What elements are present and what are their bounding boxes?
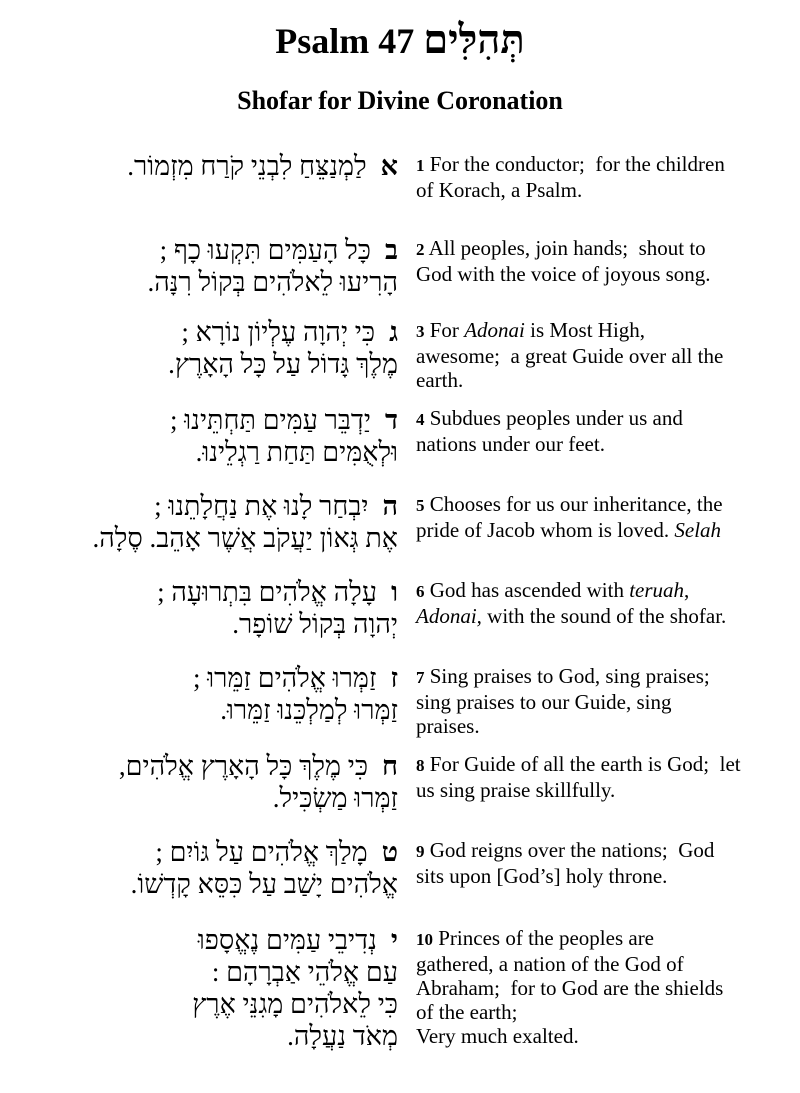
verse-list [0, 150, 800, 1064]
hebrew-line [10, 662, 398, 694]
hebrew-verse [10, 750, 398, 814]
hebrew-verse [10, 836, 398, 900]
hebrew-line-text: הָרִיעוּ לֵאלֹהִים בְּקוֹל רִנָּה. [147, 267, 398, 297]
verse-number: 10 [416, 930, 433, 949]
hebrew-line [10, 266, 398, 298]
hebrew-verse-letter: ז [390, 663, 398, 693]
hebrew-line [10, 234, 398, 266]
title-hebrew: תְּהִלִּים [423, 17, 525, 62]
hebrew-line [10, 576, 398, 608]
verse-number: 3 [416, 322, 425, 341]
english-verse-text: For the conductor; for the children of Korach, a Psalm. [416, 152, 725, 202]
hebrew-verse-letter: ד [385, 405, 398, 435]
hebrew-verse [10, 404, 398, 468]
verse-number: 2 [416, 240, 425, 259]
verse-number: 9 [416, 842, 425, 861]
hebrew-line-text: יַדְבֵּר עַמִּים תַּחְתֵּינוּ ; [170, 405, 371, 435]
hebrew-line [10, 490, 398, 522]
hebrew-verse [10, 490, 398, 554]
english-verse [416, 492, 792, 542]
hebrew-line [10, 924, 398, 956]
hebrew-line [10, 316, 398, 348]
english-verse-text: God has ascended with teruah, Adonai, with the sound of the shofar. [416, 578, 727, 628]
verse-number: 8 [416, 756, 425, 775]
hebrew-verse-letter: י [390, 925, 398, 955]
hebrew-line [10, 1020, 398, 1052]
hebrew-line-text: כִּי מֶלֶךְ כָּל הָאָרֶץ אֱלֹהִים, [118, 751, 369, 781]
verse-number: 6 [416, 582, 425, 601]
hebrew-verse-letter: ח [382, 751, 398, 781]
english-verse [416, 752, 792, 802]
hebrew-line-text: זַמְּרוּ לְמַלְכֵּנוּ זַמֵּרוּ. [220, 695, 398, 725]
hebrew-line-text: מֶלֶךְ גָּדוֹל עַל כָּל הָאָרֶץ. [168, 349, 398, 379]
english-verse [416, 318, 792, 392]
english-verse [416, 406, 792, 456]
english-verse [416, 664, 792, 738]
hebrew-line-text: עָלָה אֱלֹהִים בִּתְרוּעָה ; [157, 577, 378, 607]
english-verse [416, 926, 792, 1048]
hebrew-line-text: כִּי יְהוָה עֶלְיוֹן נוֹרָא ; [181, 317, 376, 347]
hebrew-line [10, 404, 398, 436]
hebrew-line [10, 348, 398, 380]
hebrew-line-text: וּלְאֻמִּים תַּחַת רַגְלֵינוּ. [195, 437, 398, 467]
hebrew-verse-letter: ט [381, 837, 398, 867]
hebrew-verse [10, 234, 398, 298]
english-verse-text: For Guide of all the earth is God; let us sing praise skillfully. [416, 752, 741, 802]
verse-row [0, 924, 800, 1064]
verse-row [0, 150, 800, 234]
english-verse [416, 236, 792, 286]
hebrew-line-text: יִבְחַר לָנוּ אֶת נַחֲלָתֵנוּ ; [154, 491, 369, 521]
verse-row [0, 836, 800, 924]
english-verse-text: All peoples, join hands; shout to God with the voice of joyous song. [416, 236, 711, 286]
hebrew-verse [10, 316, 398, 380]
english-verse-text: Sing praises to God, sing praises; sing praises to our Guide, sing praises. [416, 664, 710, 738]
verse-number: 5 [416, 496, 425, 515]
page-title [0, 14, 800, 67]
english-verse-text: For Adonai is Most High, awesome; a great Guide over all the earth. [416, 318, 724, 392]
english-verse [416, 152, 792, 202]
hebrew-line-text: מָלַךְ אֱלֹהִים עַל גּוֹיִם ; [155, 837, 368, 867]
hebrew-line-text: אֱלֹהִים יָשַׁב עַל כִּסֵּא קָדְשׁוֹ. [130, 869, 398, 899]
verse-number: 1 [416, 156, 425, 175]
english-verse-text: Princes of the peoples are gathered, a nation of the God of Abraham; for to God are the shields of the earth; Very much exalted. [416, 926, 724, 1048]
hebrew-line [10, 150, 398, 182]
english-verse-text: Subdues peoples under us and nations under our feet. [416, 406, 683, 456]
verse-number: 7 [416, 668, 425, 687]
hebrew-line-text: כִּי לֵאלֹהִים מָגִנֵּי אֶרֶץ [192, 989, 398, 1019]
hebrew-verse-letter: ה [382, 491, 398, 521]
hebrew-line-text: לַמְנַצֵּחַ לִבְנֵי קֹרַח מִזְמוֹר. [127, 151, 367, 181]
hebrew-verse-letter: ו [391, 577, 398, 607]
hebrew-line [10, 988, 398, 1020]
verse-row [0, 316, 800, 404]
hebrew-line [10, 782, 398, 814]
hebrew-line [10, 836, 398, 868]
hebrew-verse-letter: א [380, 151, 398, 181]
hebrew-line [10, 750, 398, 782]
verse-row [0, 234, 800, 316]
verse-row [0, 490, 800, 576]
hebrew-verse-letter: ג [389, 317, 398, 347]
verse-row [0, 662, 800, 750]
hebrew-verse-letter: ב [384, 235, 398, 265]
hebrew-line [10, 694, 398, 726]
english-verse [416, 838, 792, 888]
hebrew-line-text: נְדִיבֵי עַמִּים נֶאֱסָפוּ [197, 925, 377, 955]
hebrew-line-text: אֶת גְּאוֹן יַעֲקֹב אֲשֶׁר אָהֵב. סֶלָה. [92, 523, 398, 553]
verse-row [0, 576, 800, 662]
hebrew-line-text: עַם אֱלֹהֵי אַבְרָהָם : [211, 957, 398, 987]
hebrew-line [10, 522, 398, 554]
verse-row [0, 750, 800, 836]
verse-row [0, 404, 800, 490]
hebrew-line [10, 956, 398, 988]
verse-number: 4 [416, 410, 425, 429]
hebrew-line [10, 608, 398, 640]
hebrew-line-text: זַמְּרוּ מַשְׂכִּיל. [272, 783, 398, 813]
english-verse [416, 578, 792, 628]
title-english: Psalm 47 [275, 21, 415, 61]
hebrew-line-text: זַמְּרוּ אֱלֹהִים זַמֵּרוּ ; [193, 663, 377, 693]
hebrew-verse [10, 150, 398, 182]
hebrew-line [10, 868, 398, 900]
english-verse-text: God reigns over the nations; God sits upon [God’s] holy throne. [416, 838, 715, 888]
hebrew-verse [10, 576, 398, 640]
hebrew-verse [10, 662, 398, 726]
hebrew-line-text: כָּל הָעַמִּים תִּקְעוּ כָף ; [159, 235, 371, 265]
hebrew-line-text: יְהוָה בְּקוֹל שׁוֹפָר. [232, 609, 398, 639]
page-subtitle: Shofar for Divine Coronation [237, 86, 563, 115]
hebrew-line [10, 436, 398, 468]
hebrew-verse [10, 924, 398, 1052]
hebrew-line-text: מְאֹד נַעֲלָה. [287, 1021, 398, 1051]
english-verse-text: Chooses for us our inheritance, the pride of Jacob whom is loved. Selah [416, 492, 723, 542]
